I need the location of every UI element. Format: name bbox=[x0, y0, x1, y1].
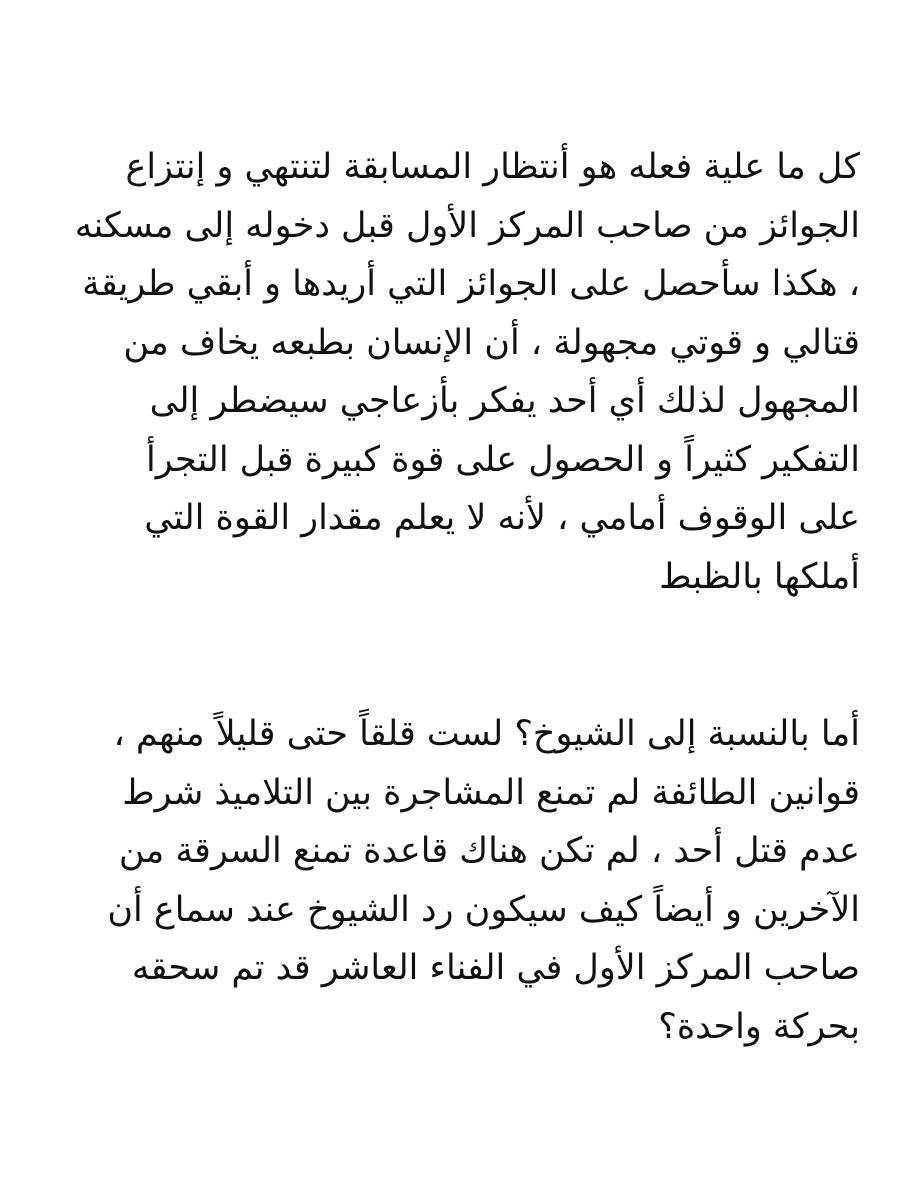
paragraph-1 bbox=[40, 138, 860, 606]
text-line: قوانين الطائفة لم تمنع المشاجرة بين التلاميذ شرط bbox=[122, 772, 860, 813]
text-line: صاحب المركز الأول في الفناء العاشر قد تم سحقه bbox=[131, 948, 860, 988]
text-line: أملكها بالظبط bbox=[659, 556, 860, 597]
text-line: عدم قتل أحد ، لم تكن هناك قاعدة تمنع السرقة من bbox=[118, 831, 860, 871]
text-line: الجوائز من صاحب المركز الأول قبل دخوله إلى مسكنه bbox=[74, 205, 860, 246]
text-line: كل ما علية فعله هو أنتظار المسابقة لتنتهي و إنتزاع bbox=[125, 147, 860, 187]
paragraph-2 bbox=[40, 705, 860, 1056]
text-line: الآخرين و أيضاً كيف سيكون رد الشيوخ عند سماع أن bbox=[107, 889, 860, 930]
text-line: على الوقوف أمامي ، لأنه لا يعلم مقدار القوة التي bbox=[144, 498, 860, 538]
text-line: بحركة واحدة؟ bbox=[658, 1006, 860, 1047]
text-line: المجهول لذلك أي أحد يفكر بأزعاجي سيضطر إلى bbox=[149, 381, 860, 421]
text-line: أما بالنسبة إلى الشيوخ؟ لست قلقاً حتى قليلاً منهم ، bbox=[113, 714, 860, 754]
text-line: التفكير كثيراً و الحصول على قوة كبيرة قبل التجرأ bbox=[145, 439, 860, 480]
text-line: قتالي و قوتي مجهولة ، أن الإنسان بطبعه يخاف من bbox=[123, 322, 860, 363]
text-line: ، هكذا سأحصل على الجوائز التي أريدها و أبقي طريقة bbox=[82, 264, 860, 304]
